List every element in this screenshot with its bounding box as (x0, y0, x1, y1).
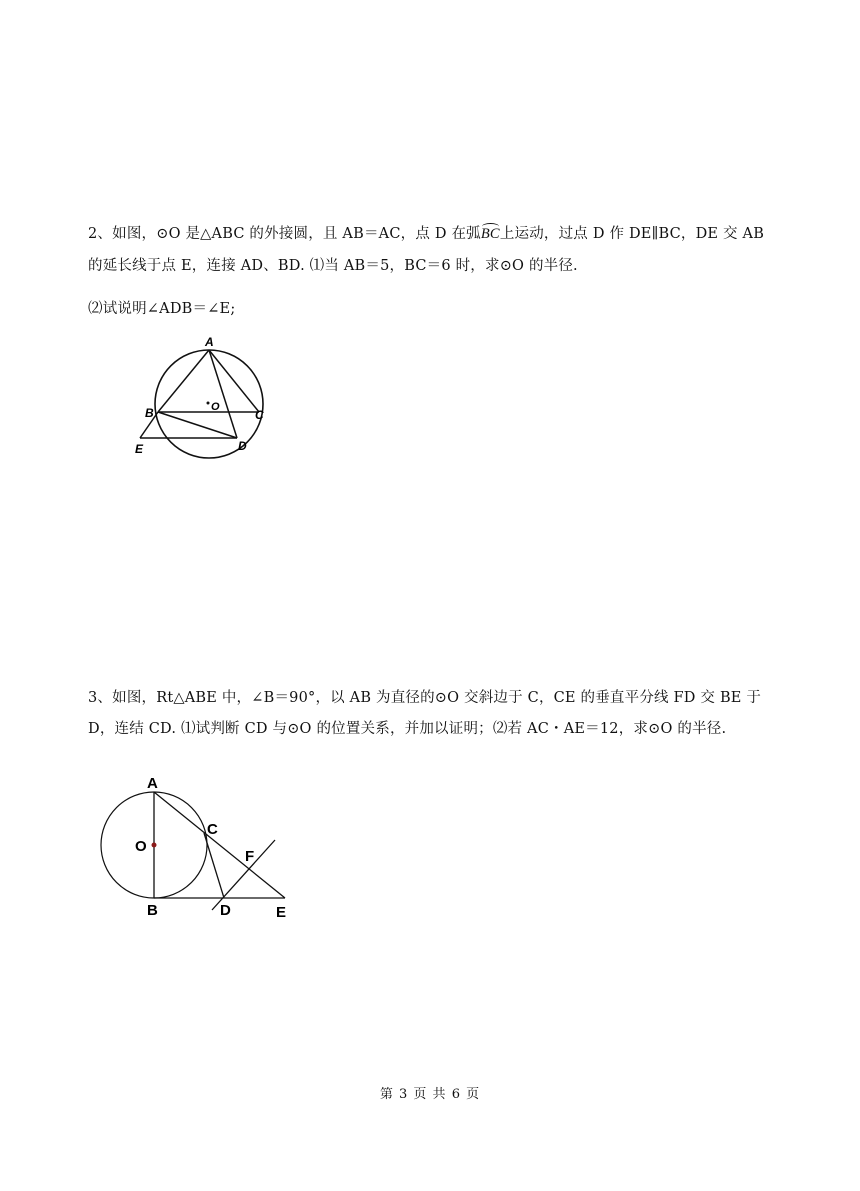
label-D: D (238, 439, 247, 453)
label-E: E (276, 904, 287, 921)
label-C: C (207, 821, 218, 838)
problem2-line1 (88, 222, 764, 243)
label-B: B (147, 902, 158, 919)
problem3-figure (95, 770, 310, 934)
label-D: D (220, 902, 231, 919)
problem3-line1: 3、如图，Rt△ABE 中，∠B＝90°，以 AB 为直径的⊙O 交斜边于 C，CE 的垂直平分线 FD 交 BE 于 (88, 690, 762, 706)
label-A: A (205, 335, 214, 349)
right-triangle-circle-diagram (95, 770, 310, 930)
problem2-line2: 的延长线于点 E，连接 AD、BD. ⑴当 AB＝5，BC＝6 时，求⊙O 的半径. (88, 258, 578, 274)
problem2-line1-post: 上运动，过点 D 作 DE∥BC，DE 交 AB (499, 226, 765, 242)
label-A: A (147, 775, 158, 792)
label-B: B (145, 406, 154, 420)
label-O: O (135, 838, 147, 855)
problem2-line3: ⑵试说明∠ADB＝∠E; (88, 301, 236, 317)
label-O: O (211, 401, 220, 413)
problem2-line1-pre: 2、如图，⊙O 是△ABC 的外接圆，且 AB＝AC，点 D 在弧 (88, 226, 481, 242)
label-F: F (245, 848, 255, 865)
label-C: C (255, 408, 264, 422)
label-E: E (135, 442, 144, 456)
problem2-figure (125, 332, 285, 466)
center-point (152, 843, 157, 848)
arc-bc-label: BC (480, 226, 500, 242)
problem3-line2: D，连结 CD. ⑴试判断 CD 与⊙O 的位置关系，并加以证明；⑵若 AC・AE＝12，求⊙O 的半径. (88, 721, 727, 737)
page-footer: 第 3 页 共 6 页 (379, 1087, 481, 1102)
circle-triangle-diagram (125, 332, 285, 462)
